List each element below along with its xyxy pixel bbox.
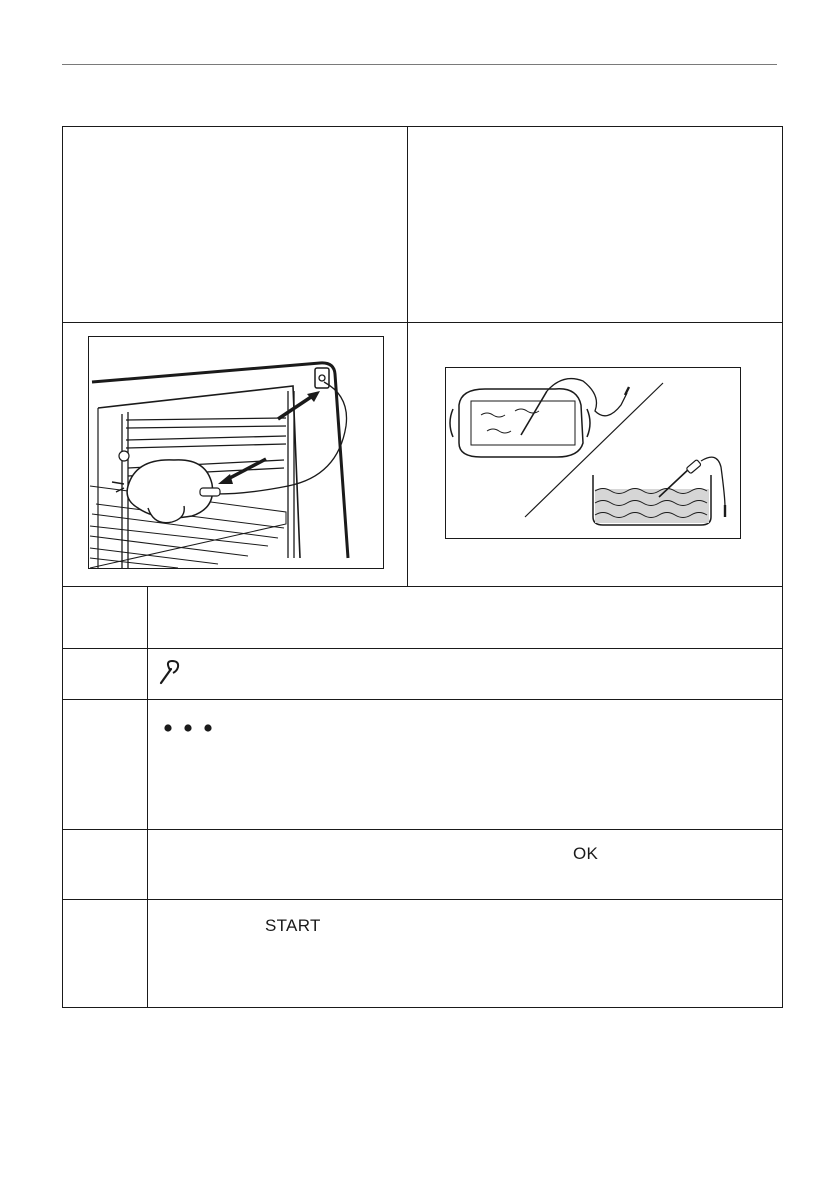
step-number xyxy=(63,700,147,720)
step-number-cell xyxy=(63,900,148,1008)
step-number xyxy=(63,649,147,669)
instruction-table xyxy=(62,126,783,1008)
step-number xyxy=(63,830,147,850)
step-text-cell xyxy=(148,900,783,1008)
step-number-cell xyxy=(63,649,148,700)
intro-left-cell xyxy=(63,127,408,323)
step-text xyxy=(148,587,782,607)
step-number xyxy=(63,587,147,607)
step-number xyxy=(63,900,147,920)
oven-figure-cell xyxy=(63,323,408,587)
dish-figure-cell xyxy=(408,323,783,587)
core-temperature-sensor-icon xyxy=(159,659,181,688)
step-number-cell xyxy=(63,587,148,649)
step-text-cell xyxy=(148,649,783,700)
step-text-wrap xyxy=(148,830,782,863)
step-text-wrap xyxy=(148,649,782,699)
start-button-label: START xyxy=(265,916,321,935)
step-text-cell xyxy=(148,700,783,830)
step-text-cell xyxy=(148,587,783,649)
step-number-cell xyxy=(63,700,148,830)
header-rule xyxy=(62,64,777,65)
step-text-cell xyxy=(148,830,783,900)
intro-right-cell xyxy=(408,127,783,323)
step-number-cell xyxy=(63,830,148,900)
ok-button-label: OK xyxy=(573,844,599,863)
oven-core-probe-insertion-illustration xyxy=(88,336,384,569)
probe-in-dish-and-liquid-illustration xyxy=(445,367,741,539)
step-text-wrap xyxy=(148,900,782,935)
three-dots-icon xyxy=(164,720,212,736)
intro-right-text xyxy=(408,127,782,147)
step-text-wrap xyxy=(148,700,782,720)
intro-left-text xyxy=(63,127,407,147)
